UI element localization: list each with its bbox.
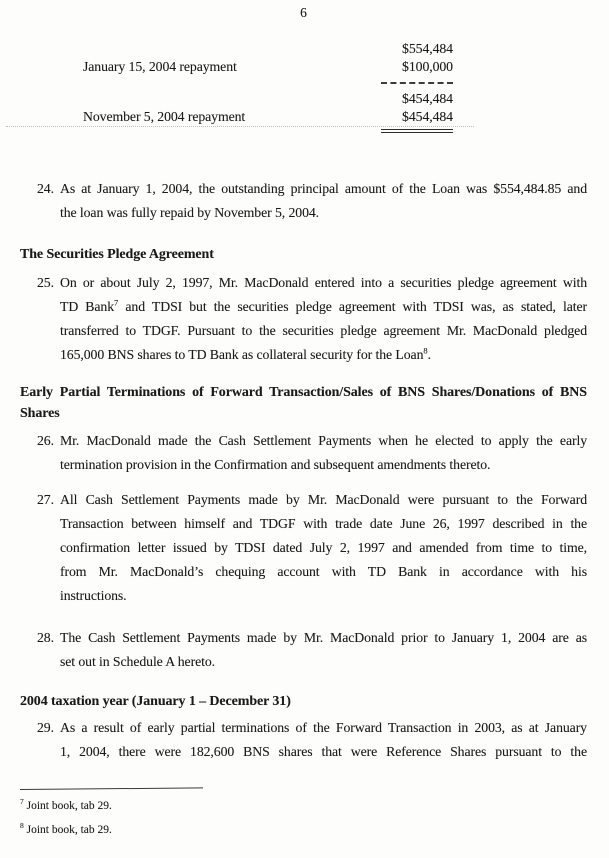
table-row xyxy=(20,58,453,76)
footnote-marker: 8 xyxy=(20,821,24,831)
paragraph-body xyxy=(60,429,587,477)
paragraph-body xyxy=(60,488,587,608)
paragraph-28 xyxy=(20,626,587,674)
repayment-table xyxy=(20,40,453,133)
footnotes-section xyxy=(20,789,580,838)
paragraph-24 xyxy=(20,177,587,225)
heading-securities-pledge: The Securities Pledge Agreement xyxy=(20,247,214,262)
paragraph-number: 27. xyxy=(37,492,54,507)
paragraph-body xyxy=(60,177,587,225)
heading-line: Shares xyxy=(20,406,60,421)
paragraph-line: The Cash Settlement Payments made by Mr. MacDonald prior to January 1, 2004 are as xyxy=(60,630,587,645)
footnote-ref-7: 7 xyxy=(114,297,119,308)
table-row xyxy=(20,40,453,58)
paragraph-text: . xyxy=(427,347,431,362)
page-number: 6 xyxy=(300,5,307,20)
subtotal-rule xyxy=(381,82,453,84)
paragraph-number: 28. xyxy=(37,630,54,645)
heading-line: Early Partial Terminations of Forward Transaction/Sales of BNS Shares/Donations of BNS xyxy=(20,385,587,400)
paragraph-line: On or about July 2, 1997, Mr. MacDonald entered into a securities pledge agreement with xyxy=(60,275,587,290)
repayment-label: January 15, 2004 repayment xyxy=(83,59,237,74)
repayment-label: November 5, 2004 repayment xyxy=(83,109,246,124)
paragraph-line: transferred to TDGF. Pursuant to the securities pledge agreement Mr. MacDonald pledged xyxy=(60,323,587,338)
paragraph-line: 1, 2004, there were 182,600 BNS shares that were Reference Shares pursuant to the xyxy=(60,744,587,759)
paragraph-line: termination provision in the Confirmation and subsequent amendments thereto. xyxy=(60,457,491,472)
paragraph-26 xyxy=(20,429,587,477)
paragraph-27 xyxy=(20,488,587,608)
paragraph-line xyxy=(60,295,587,319)
paragraph-number: 24. xyxy=(37,181,54,196)
repayment-amount: $454,484 xyxy=(402,109,453,124)
repayment-label xyxy=(20,40,83,58)
paragraph-body xyxy=(60,626,587,674)
total-rule xyxy=(381,129,453,133)
repayment-amount: $454,484 xyxy=(402,91,453,106)
table-row xyxy=(20,108,453,126)
paragraph-line: set out in Schedule A hereto. xyxy=(60,654,215,669)
repayment-amount: $554,484 xyxy=(402,41,453,56)
paragraph-text: TD Bank xyxy=(60,299,115,314)
paragraph-25 xyxy=(20,271,587,367)
paragraph-number: 26. xyxy=(37,433,54,448)
footnote-item xyxy=(20,823,580,838)
paragraph-number: 29. xyxy=(37,720,54,735)
paragraph-line: Mr. MacDonald made the Cash Settlement Payments when he elected to apply the early xyxy=(60,433,587,448)
footnote-marker: 7 xyxy=(20,797,24,807)
repayment-amount: $100,000 xyxy=(402,59,453,74)
footnote-item xyxy=(20,799,580,814)
heading-early-partial-terminations xyxy=(20,382,587,424)
paragraph-line: instructions. xyxy=(60,588,127,603)
footnote-rule xyxy=(20,787,203,790)
paragraph-line xyxy=(60,343,587,367)
paragraph-text: and TDSI but the securities pledge agreement with TDSI was, as stated, later xyxy=(118,299,587,314)
paragraph-number: 25. xyxy=(37,275,54,290)
paragraph-line: confirmation letter issued by TDSI dated July 2, 1997 and amended from time to time, xyxy=(60,540,587,555)
paragraph-line: from Mr. MacDonald’s chequing account with TD Bank in accordance with his xyxy=(60,564,587,579)
paragraph-line: As at January 1, 2004, the outstanding principal amount of the Loan was $554,484.85 and xyxy=(60,181,587,196)
table-row xyxy=(20,90,453,108)
footnote-text: Joint book, tab 29. xyxy=(26,800,112,812)
paragraph-body xyxy=(60,271,587,367)
paragraph-line: As a result of early partial terminations of the Forward Transaction in 2003, as at January xyxy=(60,720,587,735)
paragraph-text: 165,000 BNS shares to TD Bank as collateral security for the Loan xyxy=(60,347,424,362)
scan-artifact-line xyxy=(6,126,474,127)
paragraph-line: All Cash Settlement Payments made by Mr. MacDonald were pursuant to the Forward xyxy=(60,492,587,507)
paragraph-line: the loan was fully repaid by November 5, 2004. xyxy=(60,205,320,220)
footnote-ref-8: 8 xyxy=(423,345,428,356)
paragraph-29 xyxy=(20,716,587,764)
footnote-text: Joint book, tab 29. xyxy=(26,824,112,836)
paragraph-line: Transaction between himself and TDGF with trade date June 26, 1997 described in the xyxy=(60,516,587,531)
repayment-label xyxy=(20,90,83,108)
heading-2004-taxation-year: 2004 taxation year (January 1 – December 31) xyxy=(20,694,291,709)
paragraph-body xyxy=(60,716,587,764)
